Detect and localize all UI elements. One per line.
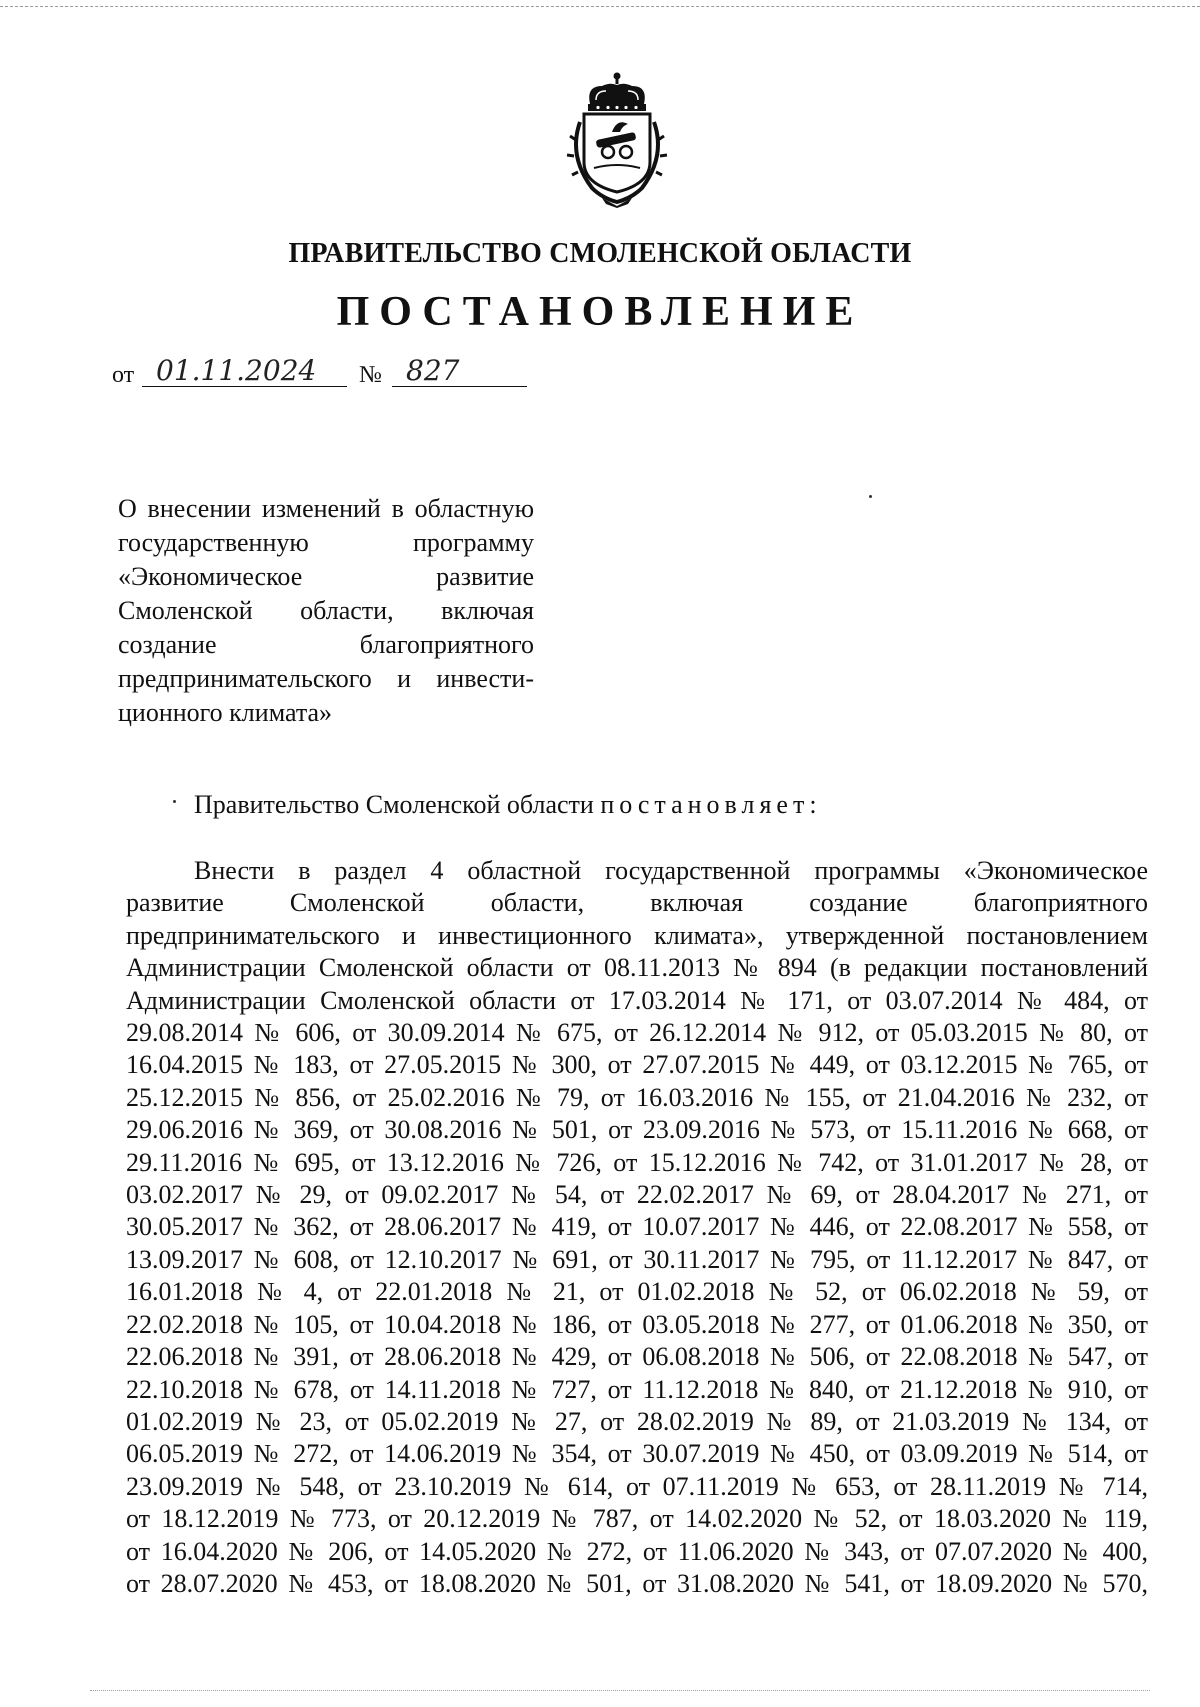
- subject-line: ционного климата»: [118, 698, 333, 727]
- subject-line: программу «Экономическое: [118, 528, 534, 591]
- body-line: 13.09.2017 № 608, от 12.10.2017 № 691, от 30.11.2017 № 795, от 11.12.2017 № 847, от: [126, 1244, 1148, 1274]
- subject-line: областную государственную: [118, 494, 535, 557]
- decree-prefix: Правительство Смоленской области: [194, 790, 601, 819]
- body-line: предпринимательского и инвестиционного климата», утвержденной постановлением: [126, 920, 1148, 950]
- document-type: ПОСТАНОВЛЕНИЕ: [336, 289, 864, 335]
- number-field: [392, 356, 527, 387]
- date-field: [142, 356, 347, 387]
- subject-line: О внесении изменений в: [118, 494, 404, 523]
- body-line: Администрации Смоленской области от 08.11.2013 № 894 (в редакции постановлений: [126, 953, 1148, 983]
- top-scan-border: [0, 6, 1200, 7]
- smolensk-coat-of-arms-icon: [562, 70, 672, 208]
- body-line: от 16.04.2020 № 206, от 14.05.2020 № 272, от 11.06.2020 № 343, от 07.07.2020 № 400,: [126, 1536, 1148, 1566]
- decree-verb: постановляет:: [600, 790, 822, 819]
- body-line: 01.02.2019 № 23, от 05.02.2019 № 27, от 28.02.2019 № 89, от 21.03.2019 № 134, от: [126, 1406, 1148, 1436]
- decree-statement: [194, 790, 822, 820]
- body-line: 29.08.2014 № 606, от 30.09.2014 № 675, от 26.12.2014 № 912, от 05.03.2015 № 80, от: [126, 1018, 1148, 1048]
- document-subject: [118, 492, 534, 730]
- date-value: 01.11.2024: [156, 354, 317, 387]
- body-line: 23.09.2019 № 548, от 23.10.2019 № 614, от 07.11.2019 № 653, от 28.11.2019 № 714,: [126, 1471, 1148, 1501]
- body-line: 22.02.2018 № 105, от 10.04.2018 № 186, от 03.05.2018 № 277, от 01.06.2018 № 350, от: [126, 1309, 1148, 1339]
- body-line: Администрации Смоленской области от 17.03.2014 № 171, от 03.07.2014 № 484, от: [126, 985, 1148, 1015]
- body-line: 03.02.2017 № 29, от 09.02.2017 № 54, от 22.02.2017 № 69, от 28.04.2017 № 271, от: [126, 1180, 1148, 1210]
- number-label: №: [359, 362, 382, 388]
- date-label: от: [112, 362, 135, 388]
- subject-line: предпринимательского и инвести-: [118, 664, 534, 693]
- body-line: 30.05.2017 № 362, от 28.06.2017 № 419, от 10.07.2017 № 446, от 22.08.2017 № 558, от: [126, 1212, 1148, 1242]
- body-line: 29.11.2016 № 695, от 13.12.2016 № 726, от 15.12.2016 № 742, от 31.01.2017 № 28, от: [126, 1147, 1148, 1177]
- bottom-scan-border: [90, 1690, 1150, 1691]
- body-line: 06.05.2019 № 272, от 14.06.2019 № 354, от 30.07.2019 № 450, от 03.09.2019 № 514, от: [126, 1439, 1148, 1469]
- body-line: от 18.12.2019 № 773, от 20.12.2019 № 787, от 14.02.2020 № 52, от 18.03.2020 № 119,: [126, 1504, 1148, 1534]
- subject-line: включая создание благоприятного: [118, 596, 534, 659]
- body-line: 29.06.2016 № 369, от 30.08.2016 № 501, от 23.09.2016 № 573, от 15.11.2016 № 668, от: [126, 1115, 1148, 1145]
- subject-line: развитие Смоленской области,: [118, 562, 534, 625]
- body-line: 22.10.2018 № 678, от 14.11.2018 № 727, от 11.12.2018 № 840, от 21.12.2018 № 910, от: [126, 1374, 1148, 1404]
- body-line: Внести в раздел 4 областной государственной программы «Экономическое: [194, 856, 1148, 885]
- number-value: 827: [406, 354, 460, 387]
- body-line: 25.12.2015 № 856, от 25.02.2016 № 79, от 16.03.2016 № 155, от 21.04.2016 № 232, от: [126, 1082, 1148, 1112]
- scan-speck: [869, 495, 872, 498]
- scan-speck: [173, 800, 176, 803]
- body-line: развитие Смоленской области, включая создание благоприятного: [126, 888, 1148, 918]
- body-line: 16.01.2018 № 4, от 22.01.2018 № 21, от 01.02.2018 № 52, от 06.02.2018 № 59, от: [126, 1277, 1148, 1307]
- organization-name: ПРАВИТЕЛЬСТВО СМОЛЕНСКОЙ ОБЛАСТИ: [288, 238, 912, 269]
- body-line: от 28.07.2020 № 453, от 18.08.2020 № 501, от 31.08.2020 № 541, от 18.09.2020 № 570,: [126, 1568, 1148, 1598]
- body-line: 22.06.2018 № 391, от 28.06.2018 № 429, от 06.08.2018 № 506, от 22.08.2018 № 547, от: [126, 1342, 1148, 1372]
- body-line: 16.04.2015 № 183, от 27.05.2015 № 300, от 27.07.2015 № 449, от 03.12.2015 № 765, от: [126, 1050, 1148, 1080]
- body-paragraph: [126, 855, 1148, 1600]
